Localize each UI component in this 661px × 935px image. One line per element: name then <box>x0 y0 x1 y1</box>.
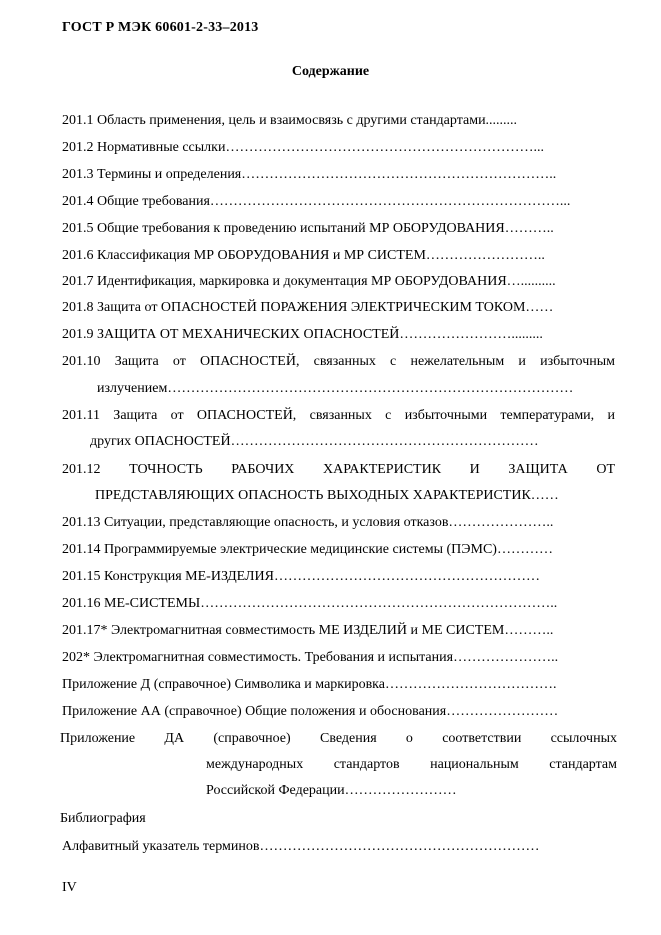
toc-entry-appendix-da-cont: международных стандартов национальным стандартам <box>206 757 617 772</box>
toc-entry-201-14: 201.14 Программируемые электрические медицинские системы (ПЭМС)………… <box>62 542 553 557</box>
toc-entry-201-16: 201.16 МЕ-СИСТЕМЫ………………………………………………………………….. <box>62 596 558 611</box>
toc-entry-bibliography: Библиография <box>60 811 146 826</box>
toc-entry-201-4: 201.4 Общие требования…………………………………………………………………... <box>62 194 571 209</box>
toc-entry-201-11: 201.11 Защита от ОПАСНОСТЕЙ, связанных с избыточными температурами, и <box>62 408 615 423</box>
toc-entry-201-3: 201.3 Термины и определения………………………………………………………….. <box>62 167 557 182</box>
toc-entry-201-17: 201.17* Электромагнитная совместимость МЕ ИЗДЕЛИЙ и МЕ СИСТЕМ……….. <box>62 623 554 638</box>
toc-title: Содержание <box>291 64 370 79</box>
toc-entry-201-6: 201.6 Классификация МР ОБОРУДОВАНИЯ и МР СИСТЕМ…………………….. <box>62 248 545 263</box>
toc-entry-202: 202* Электромагнитная совместимость. Требования и испытания………………….. <box>62 650 559 665</box>
toc-entry-201-8: 201.8 Защита от ОПАСНОСТЕЙ ПОРАЖЕНИЯ ЭЛЕКТРИЧЕСКИМ ТОКОМ…… <box>62 300 554 315</box>
toc-entry-201-1: 201.1 Область применения, цель и взаимосвязь с другими стандартами......... <box>62 113 518 128</box>
toc-entry-201-12: 201.12 ТОЧНОСТЬ РАБОЧИХ ХАРАКТЕРИСТИК И ЗАЩИТА ОТ <box>62 462 615 477</box>
toc-entry-appendix-da-cont2: Российской Федерации…………………… <box>206 783 457 798</box>
document-header: ГОСТ Р МЭК 60601-2-33–2013 <box>62 20 259 35</box>
toc-entry-201-2: 201.2 Нормативные ссылки…………………………………………………………... <box>62 140 544 155</box>
toc-entry-201-10: 201.10 Защита от ОПАСНОСТЕЙ, связанных с нежелательным и избыточным <box>62 354 615 369</box>
toc-entry-201-12-cont: ПРЕДСТАВЛЯЮЩИХ ОПАСНОСТЬ ВЫХОДНЫХ ХАРАКТЕРИСТИК…… <box>95 488 559 503</box>
toc-entry-201-11-cont: других ОПАСНОСТЕЙ………………………………………………………… <box>90 434 539 449</box>
toc-entry-201-7: 201.7 Идентификация, маркировка и документация МР ОБОРУДОВАНИЯ….......... <box>62 274 556 289</box>
toc-entry-appendix-da: Приложение ДА (справочное) Сведения о соответствии ссылочных <box>60 731 617 746</box>
page-number: IV <box>62 880 77 895</box>
toc-entry-201-15: 201.15 Конструкция МЕ-ИЗДЕЛИЯ………………………………………………… <box>62 569 540 584</box>
toc-entry-term-index: Алфавитный указатель терминов…………………………………………………… <box>62 839 540 854</box>
toc-entry-201-9: 201.9 ЗАЩИТА ОТ МЕХАНИЧЕСКИХ ОПАСНОСТЕЙ……………………......... <box>62 327 543 342</box>
toc-entry-201-13: 201.13 Ситуации, представляющие опасность, и условия отказов………………….. <box>62 515 554 530</box>
toc-entry-201-5: 201.5 Общие требования к проведению испытаний МР ОБОРУДОВАНИЯ……….. <box>62 221 554 236</box>
toc-entry-appendix-aa: Приложение АА (справочное) Общие положения и обоснования…………………… <box>62 704 559 719</box>
toc-entry-appendix-d: Приложение Д (справочное) Символика и маркировка………………………………. <box>62 677 557 692</box>
toc-entry-201-10-cont: излучением…………………………………………………………………………… <box>97 381 574 396</box>
